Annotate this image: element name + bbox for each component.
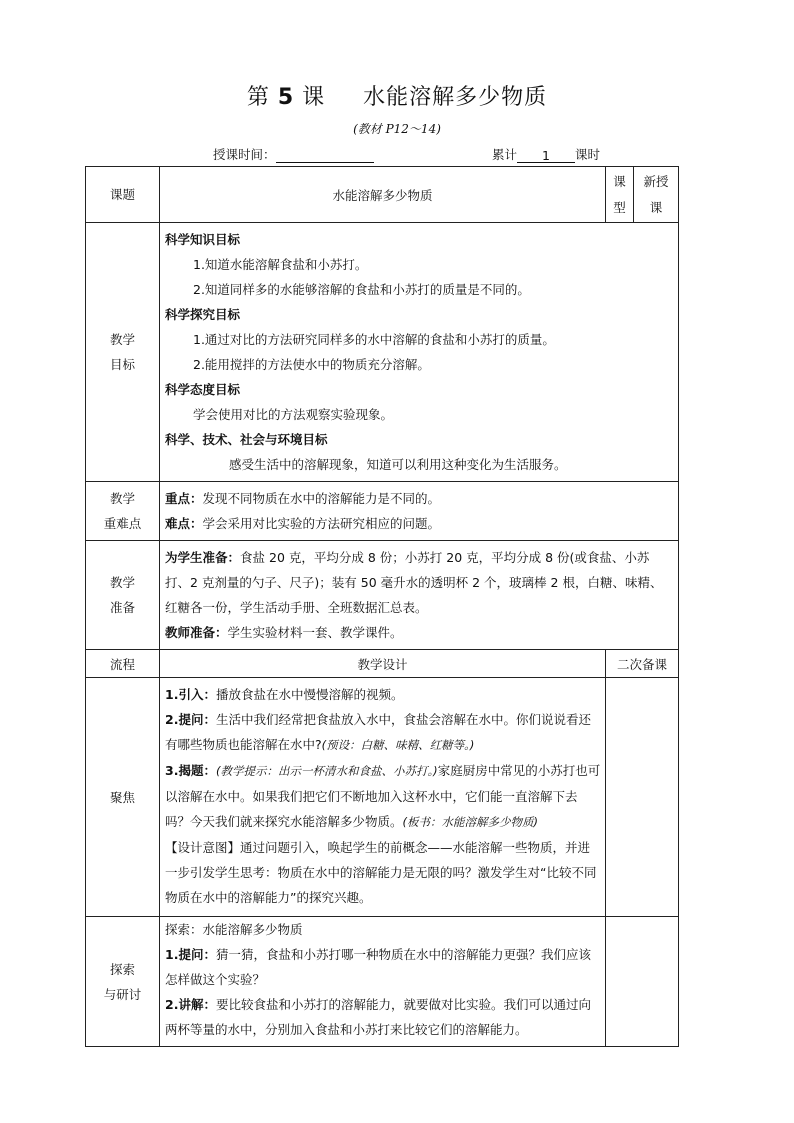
- student-prep-label: 为学生准备：: [165, 550, 241, 565]
- explore-stage-second-prep[interactable]: [606, 917, 679, 1047]
- textbook-pages: (教材 P12～14): [353, 122, 441, 136]
- goal-heading: 科学探究目标: [165, 307, 241, 322]
- key-points-content: [160, 482, 679, 541]
- goal-heading: 科学、技术、社会与环境目标: [165, 432, 328, 447]
- row-explore-stage: [86, 917, 679, 1047]
- difficult-label: 难点：: [165, 516, 203, 531]
- teacher-prep-label: 教师准备：: [165, 625, 228, 640]
- key-label: 重点：: [165, 491, 203, 506]
- type-label: 课 型: [606, 167, 634, 223]
- goal-item: 学会使用对比的方法观察实验现象。: [193, 407, 394, 422]
- row-topic: [86, 167, 679, 223]
- title-prefix: 第: [246, 85, 270, 110]
- row-key-points: [86, 482, 679, 541]
- prep-label: 教学 准备: [86, 541, 160, 650]
- lesson-title: [0, 80, 794, 111]
- cumulative-field: [492, 145, 600, 163]
- row-section-header: [86, 650, 679, 678]
- design-header: 教学设计: [160, 650, 606, 678]
- goal-item: 1.通过对比的方法研究同样多的水中溶解的食盐和小苏打的质量。: [193, 332, 555, 347]
- title-name: 水能溶解多少物质: [363, 85, 548, 110]
- goal-item: 2.知道同样多的水能够溶解的食盐和小苏打的质量是不同的。: [193, 282, 530, 297]
- prep-content: [160, 541, 679, 650]
- focus-stage-label: 聚焦: [86, 678, 160, 917]
- type-value: 新授 课: [634, 167, 679, 223]
- teacher-prep-text: 学生实验材料一套、教学课件。: [227, 625, 403, 640]
- lesson-plan-table: [85, 166, 679, 1047]
- process-header: 流程: [86, 650, 160, 678]
- title-suffix: 课: [302, 85, 326, 110]
- teach-time-blank[interactable]: [276, 148, 374, 163]
- difficult-text: 学会采用对比实验的方法研究相应的问题。: [202, 516, 441, 531]
- title-number: 5: [277, 85, 295, 110]
- explore-heading: 探索：水能溶解多少物质: [165, 922, 303, 937]
- key-points-label: 教学 重难点: [86, 482, 160, 541]
- row-goals: [86, 223, 679, 482]
- second-prep-header: 二次备课: [606, 650, 679, 678]
- goal-heading: 科学态度目标: [165, 382, 241, 397]
- focus-stage-content: 1.引入：播放食盐在水中慢慢溶解的视频。 2.提问：生活中我们经常把食盐放入水中，食盐会溶解在水中。你们说说看还有哪些物质也能溶解在水中?(预设：白糖、味精、红糖等。) 3.揭题：(教学提示：出示一杯清水和食盐、小苏打。)家庭厨房中常见的小苏打也可以溶解在水中。如果我们把它们不断地加入这杯水中，它们能一直溶解下去吗？今天我们就来探究水能溶解多少物质。(板书：水能溶解多少物质) 【设计意图】通过问题引入，唤起学生的前概念——水能溶解一些物质，并进一步引发学生思考：物质在水中的溶解能力是无限的吗？激发学生对“比较不同物质在水中的溶解能力”的探究兴趣。: [160, 678, 606, 917]
- goals-label: 教学 目标: [86, 223, 160, 482]
- goal-heading: 科学知识目标: [165, 232, 241, 247]
- explore-stage-label: 探索 与研讨: [86, 917, 160, 1047]
- focus-stage-second-prep[interactable]: [606, 678, 679, 917]
- row-preparation: [86, 541, 679, 650]
- goal-item: 感受生活中的溶解现象，知道可以利用这种变化为生活服务。: [229, 457, 567, 472]
- teach-time-field: [213, 145, 374, 163]
- teach-time-label: 授课时间：: [213, 147, 276, 162]
- topic-label: 课题: [86, 167, 160, 223]
- goal-item: 2.能用搅拌的方法使水中的物质充分溶解。: [193, 357, 430, 372]
- explore-stage-content: 探索：水能溶解多少物质 1.提问：猜一猜，食盐和小苏打哪一种物质在水中的溶解能力更强？我们应该怎样做这个实验？ 2.讲解：要比较食盐和小苏打的溶解能力，就要做对比实验。我们可以通过向两杯等量的水中，分别加入食盐和小苏打来比较它们的溶解能力。: [160, 917, 606, 1047]
- topic-value: 水能溶解多少物质: [160, 167, 606, 223]
- design-intent-label: 【设计意图】: [165, 840, 241, 855]
- key-text: 发现不同物质在水中的溶解能力是不同的。: [202, 491, 441, 506]
- cumulative-value: 1: [517, 148, 575, 163]
- student-prep-text: 食盐 20 克，平均分成 8 份；小苏打 20 克，平均分成 8 份(或食盐、小苏打、2 克剂量的勺子、尺子)；装有 50 毫升水的透明杯 2 个，玻璃棒 2 根，白糖、味精、红糖各一份，学生活动手册、全班数据汇总表。: [165, 550, 663, 615]
- period-unit: 课时: [575, 147, 601, 162]
- cumulative-label: 累计: [492, 147, 518, 162]
- goal-item: 1.知道水能溶解食盐和小苏打。: [193, 257, 368, 272]
- goals-content: [160, 223, 679, 482]
- row-focus-stage: [86, 678, 679, 917]
